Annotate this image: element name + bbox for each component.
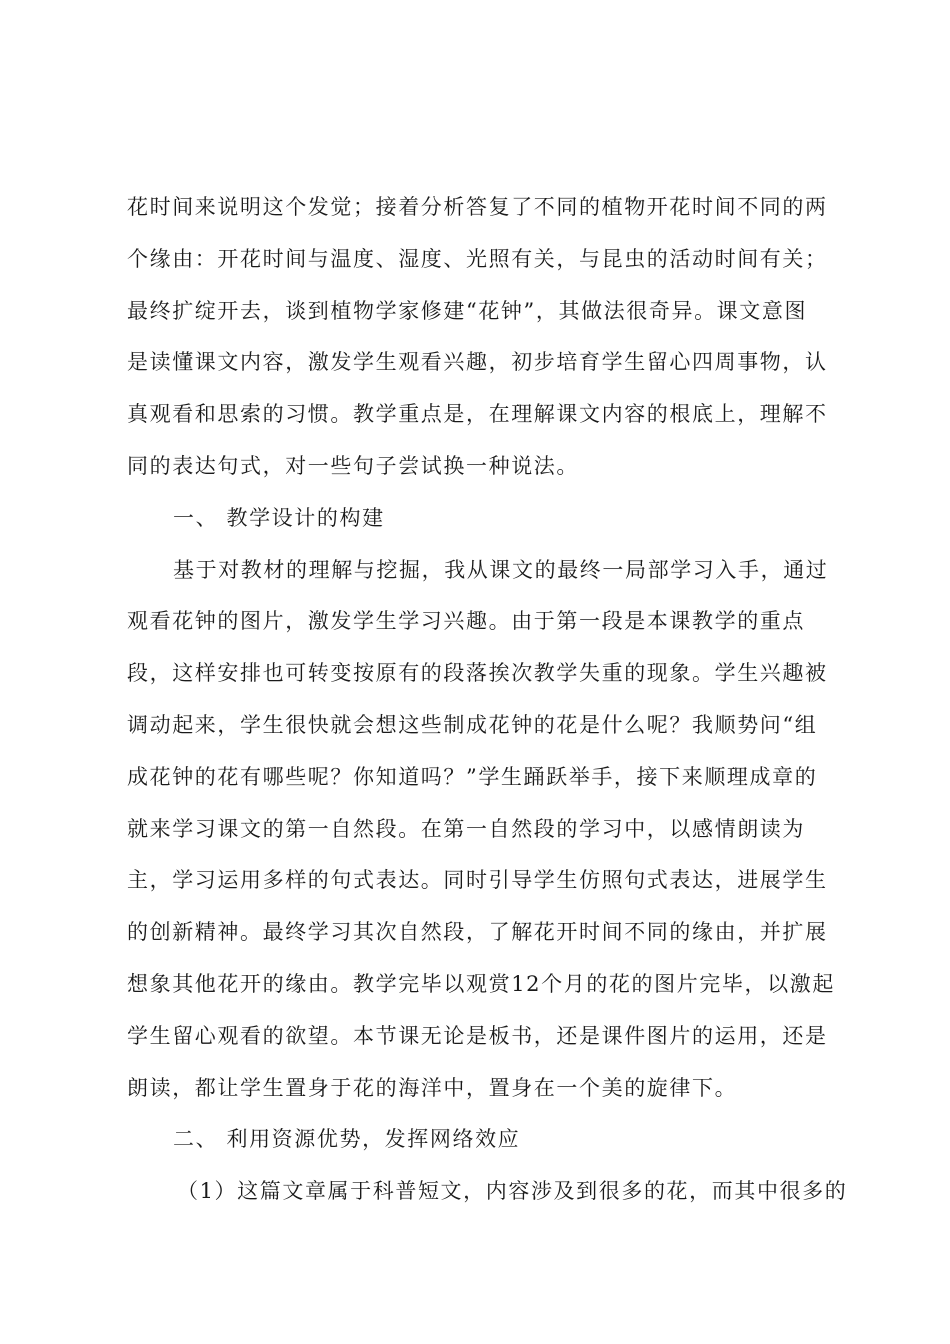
intro-line-2: 个缘由：开花时间与温度、湿度、光照有关，与昆虫的活动时间有关； [127, 246, 828, 271]
intro-line-1: 花时间来说明这个发觉；接着分析答复了不同的植物开花时间不同的两 [127, 195, 828, 219]
intro-line-5: 真观看和思索的习惯。教学重点是，在理解课文内容的根底上，理解不 [127, 402, 828, 427]
section-1-line-5: 成花钟的花有哪些呢？你知道吗？”学生踊跃举手，接下来顺理成章的 [127, 764, 818, 789]
document-body [127, 182, 848, 1218]
intro-line-3: 最终扩绽开去，谈到植物学家修建“花钟”，其做法很奇异。课文意图 [127, 298, 808, 323]
section-1-line-11: 朗读，都让学生置身于花的海洋中，置身在一个美的旋律下。 [127, 1075, 738, 1100]
section-1-line-10: 学生留心观看的欲望。本节课无论是板书，还是课件图片的运用，还是 [127, 1023, 828, 1048]
section-2-line-1: （1）这篇文章属于科普短文，内容涉及到很多的花，而其中很多的 [177, 1179, 848, 1204]
section-2-heading: 二、 利用资源优势，发挥网络效应 [173, 1127, 521, 1152]
section-1-line-2: 观看花钟的图片，激发学生学习兴趣。由于第一段是本课教学的重点 [127, 609, 805, 634]
section-1-line-6: 就来学习课文的第一自然段。在第一自然段的学习中，以感情朗读为 [127, 816, 805, 841]
section-1-heading: 一、 教学设计的构建 [173, 505, 385, 530]
section-1-line-7: 主，学习运用多样的句式表达。同时引导学生仿照句式表达，进展学生 [127, 868, 828, 893]
section-1-line-3: 段，这样安排也可转变按原有的段落挨次教学失重的现象。学生兴趣被 [127, 661, 828, 686]
intro-line-6: 同的表达句式，对一些句子尝试换一种说法。 [127, 453, 579, 478]
section-1-line-1: 基于对教材的理解与挖掘，我从课文的最终一局部学习入手，通过 [173, 557, 829, 582]
section-1-line-8: 的创新精神。最终学习其次自然段，了解花开时间不同的缘由，并扩展 [127, 920, 828, 945]
intro-line-4: 是读懂课文内容，激发学生观看兴趣，初步培育学生留心四周事物，认 [127, 350, 828, 375]
section-1-line-4: 调动起来，学生很快就会想这些制成花钟的花是什么呢？我顺势问“组 [127, 712, 818, 737]
section-1-line-9: 想象其他花开的缘由。教学完毕以观赏12个月的花的图片完毕，以激起 [127, 971, 835, 996]
